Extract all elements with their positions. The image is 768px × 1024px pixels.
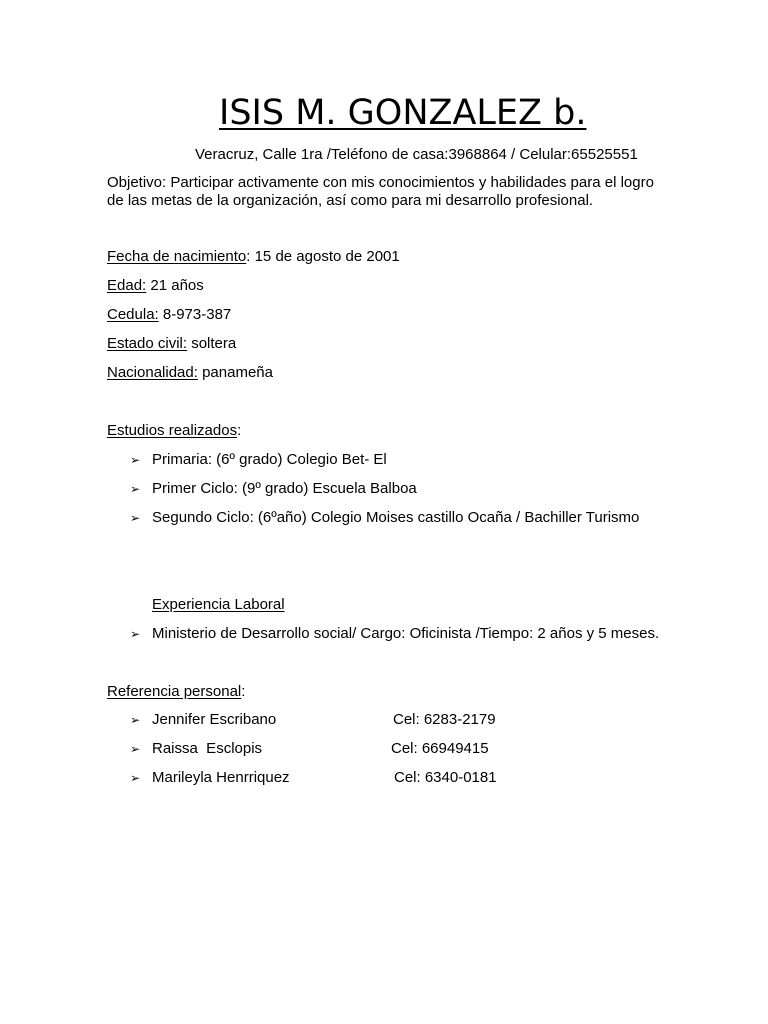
id-value: 8-973-387 bbox=[162, 306, 232, 323]
contact-line: Veracruz, Calle 1ra /Teléfono de casa:3968864 / Celular:65525551 bbox=[195, 146, 638, 163]
objective-line-2: de las metas de la organización, así como para mi desarrollo profesional. bbox=[107, 192, 594, 209]
studies-item: Primaria: (6º grado) Colegio Bet- El bbox=[152, 451, 387, 468]
age-label: Edad: bbox=[107, 277, 147, 294]
age-value: 21 años bbox=[150, 277, 204, 294]
age-row bbox=[107, 277, 204, 295]
bullet-arrow-icon: ➢ bbox=[130, 771, 141, 785]
bullet-arrow-icon: ➢ bbox=[130, 453, 141, 467]
id-label: Cedula: bbox=[107, 306, 159, 323]
experience-item: Ministerio de Desarrollo social/ Cargo: Oficinista /Tiempo: 2 años y 5 meses. bbox=[152, 625, 660, 642]
studies-item: Primer Ciclo: (9º grado) Escuela Balboa bbox=[152, 480, 417, 497]
studies-heading-suffix: : bbox=[237, 422, 242, 439]
birthdate-value: 15 de agosto de 2001 bbox=[254, 248, 400, 265]
studies-heading-label: Estudios realizados bbox=[107, 422, 238, 439]
page-title: ISIS M. GONZALEZ b. bbox=[219, 93, 587, 133]
nationality-value: panameña bbox=[202, 364, 273, 381]
civil-status-label: Estado civil: bbox=[107, 335, 188, 352]
objective-line-1: Objetivo: Participar activamente con mis conocimientos y habilidades para el logro bbox=[107, 174, 654, 191]
references-heading-suffix: : bbox=[241, 683, 246, 700]
studies-heading bbox=[107, 422, 241, 440]
id-row bbox=[107, 306, 231, 324]
bullet-arrow-icon: ➢ bbox=[130, 742, 141, 756]
bullet-arrow-icon: ➢ bbox=[130, 511, 141, 525]
bullet-arrow-icon: ➢ bbox=[130, 482, 141, 496]
references-heading-label: Referencia personal bbox=[107, 683, 242, 700]
reference-name: Marileyla Henrriquez bbox=[152, 769, 290, 786]
birthdate-row bbox=[107, 248, 400, 266]
reference-phone: Cel: 6283-2179 bbox=[393, 711, 496, 728]
civil-status-value: soltera bbox=[191, 335, 237, 352]
reference-phone: Cel: 66949415 bbox=[391, 740, 489, 757]
birthdate-sep: : bbox=[246, 248, 255, 265]
experience-heading: Experiencia Laboral bbox=[152, 596, 285, 613]
reference-name: Raissa Esclopis bbox=[152, 740, 263, 757]
references-heading bbox=[107, 683, 245, 701]
civil-status-row bbox=[107, 335, 236, 353]
bullet-arrow-icon: ➢ bbox=[130, 627, 141, 641]
birthdate-label: Fecha de nacimiento bbox=[107, 248, 247, 265]
studies-item: Segundo Ciclo: (6ºaño) Colegio Moises castillo Ocaña / Bachiller Turismo bbox=[152, 509, 640, 526]
nationality-row bbox=[107, 364, 273, 382]
nationality-label: Nacionalidad: bbox=[107, 364, 198, 381]
bullet-arrow-icon: ➢ bbox=[130, 713, 141, 727]
reference-name: Jennifer Escribano bbox=[152, 711, 277, 728]
reference-phone: Cel: 6340-0181 bbox=[394, 769, 497, 786]
